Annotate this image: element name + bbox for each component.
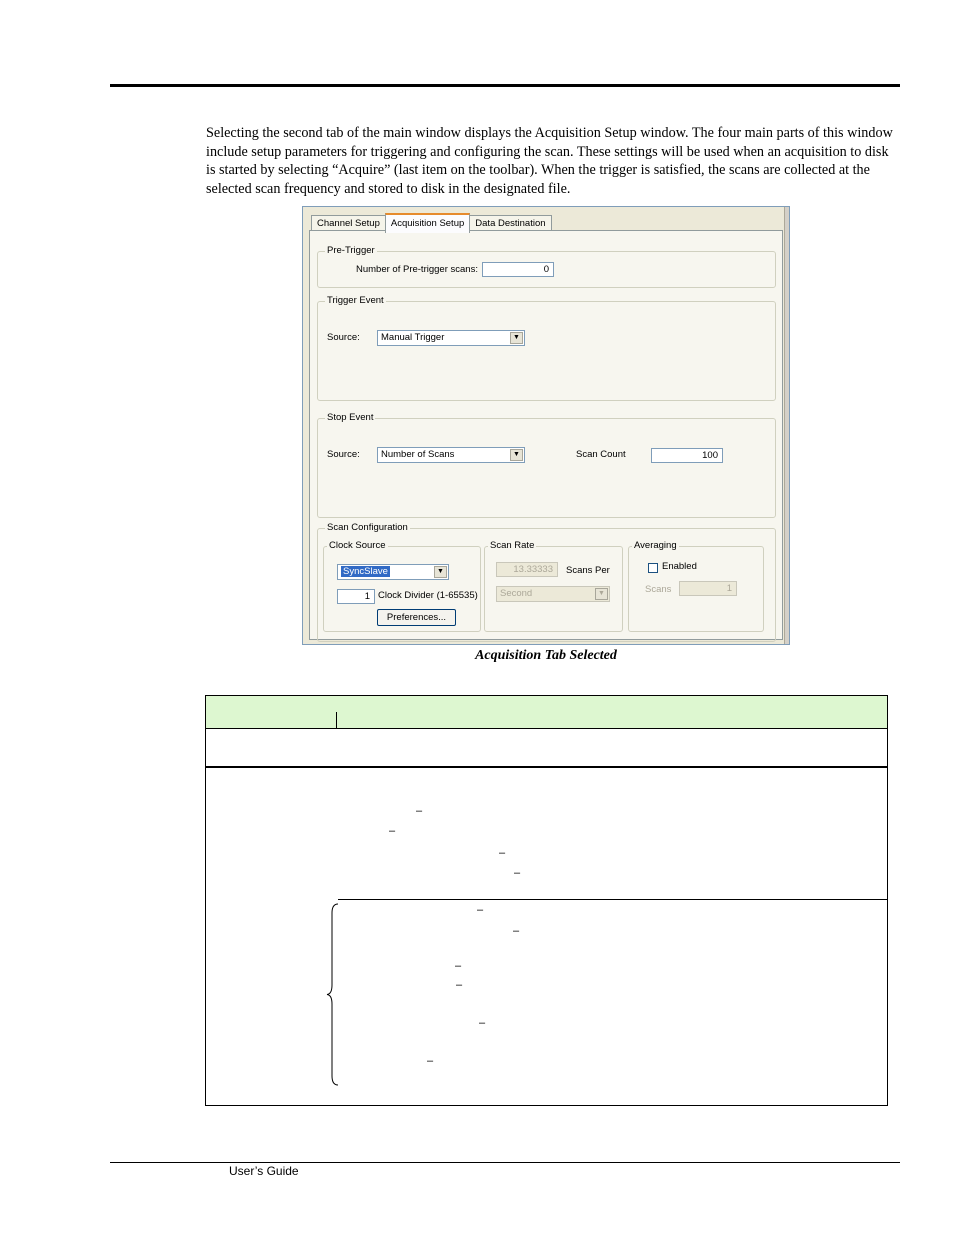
scan-rate-unit-value: Second [500, 588, 533, 599]
acquisition-setup-window [302, 206, 790, 645]
footer-text: User’s Guide [229, 1164, 299, 1178]
trigger-source-label: Source: [327, 332, 360, 343]
averaging-enabled-label: Enabled [662, 561, 697, 572]
stop-source-label: Source: [327, 449, 360, 460]
clock-source-group-label: Clock Source [329, 540, 386, 551]
chevron-down-icon[interactable]: ▼ [510, 449, 523, 461]
list-item-dash: – [427, 1055, 434, 1067]
scan-rate-group-label: Scan Rate [490, 540, 535, 551]
figure-caption: Acquisition Tab Selected [475, 648, 617, 663]
scan-count-input[interactable]: 100 [651, 448, 723, 463]
tab-channel-setup[interactable]: Channel Setup [311, 215, 386, 232]
chevron-down-icon[interactable]: ▼ [510, 332, 523, 344]
clock-divider-label: Clock Divider (1-65535) [378, 590, 478, 601]
parameter-table [205, 695, 888, 1106]
stop-event-group [317, 412, 776, 518]
list-item-dash: – [455, 960, 462, 972]
header-rule [110, 84, 900, 87]
stop-event-group-label: Stop Event [327, 412, 374, 423]
averaging-group [628, 540, 764, 632]
clock-source-group [323, 540, 481, 632]
list-item-dash: – [456, 979, 463, 991]
table-title-row [206, 696, 887, 713]
chevron-down-icon[interactable]: ▼ [595, 588, 608, 600]
list-item-dash: – [416, 805, 423, 817]
tab-acquisition-setup[interactable]: Acquisition Setup [385, 213, 470, 233]
pre-trigger-group [317, 245, 776, 288]
averaging-scans-label: Scans [645, 584, 672, 595]
intro-paragraph: Selecting the second tab of the main window displays the Acquisition Setup window. The four main parts of this window include setup parameters for triggering and configuring the scan. These settings will be used when an acquisition to disk is started by selecting “Acquire” (last item on the toolbar). When the trigger is satisfied, the scans are collected at the selected scan frequency and stored to disk in the designated file. [206, 125, 893, 197]
clock-source-dropdown[interactable] [337, 564, 449, 580]
list-item-dash: – [499, 847, 506, 859]
curly-brace [326, 903, 340, 1086]
tab-panel [309, 230, 783, 640]
trigger-event-group-label: Trigger Event [327, 295, 384, 306]
list-item-dash: – [477, 904, 484, 916]
scans-per-label: Scans Per [566, 565, 610, 576]
scan-count-label: Scan Count [576, 449, 626, 460]
scan-rate-unit-dropdown[interactable] [496, 586, 610, 602]
list-item-dash: – [389, 825, 396, 837]
scan-configuration-group-label: Scan Configuration [327, 522, 408, 533]
averaging-enabled-checkbox[interactable] [648, 563, 658, 573]
list-item-dash: – [513, 925, 520, 937]
scan-rate-input[interactable]: 13.33333 [496, 562, 558, 577]
averaging-scans-input[interactable]: 1 [679, 581, 737, 596]
stop-source-dropdown[interactable] [377, 447, 525, 463]
list-item-dash: – [479, 1017, 486, 1029]
footer-rule [110, 1162, 900, 1163]
chevron-down-icon[interactable]: ▼ [434, 566, 447, 578]
window-edge [784, 207, 789, 644]
pre-trigger-scans-label: Number of Pre-trigger scans: [356, 264, 478, 275]
row-divider [338, 899, 887, 900]
row-divider [206, 766, 887, 768]
tab-data-destination[interactable]: Data Destination [469, 215, 551, 232]
trigger-source-value: Manual Trigger [381, 332, 445, 343]
scan-configuration-group [317, 522, 776, 642]
averaging-group-label: Averaging [634, 540, 677, 551]
trigger-event-group [317, 295, 776, 401]
clock-source-value: SyncSlave [343, 566, 388, 577]
preferences-button[interactable]: Preferences... [377, 609, 456, 626]
pre-trigger-scans-input[interactable]: 0 [482, 262, 554, 277]
list-item-dash: – [514, 867, 521, 879]
stop-source-value: Number of Scans [381, 449, 455, 460]
clock-divider-input[interactable]: 1 [337, 589, 375, 604]
scan-rate-group [484, 540, 623, 632]
pre-trigger-group-label: Pre-Trigger [327, 245, 375, 256]
table-header-row [206, 712, 887, 729]
trigger-source-dropdown[interactable] [377, 330, 525, 346]
column-divider [336, 712, 337, 728]
tab-strip [311, 213, 551, 231]
